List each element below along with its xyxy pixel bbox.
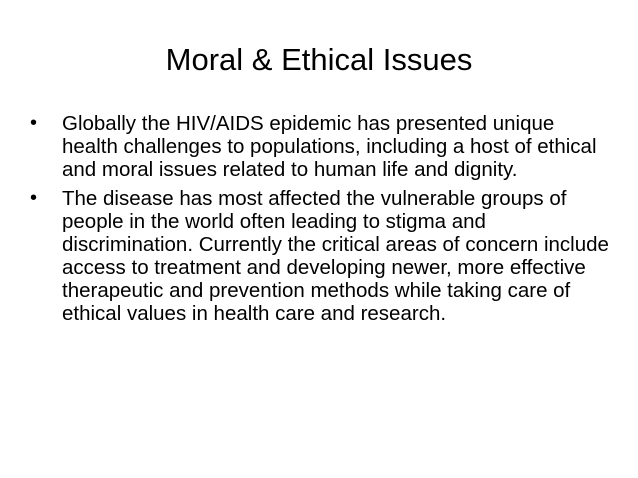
bullet-list — [30, 112, 610, 331]
bullet-item — [30, 112, 610, 181]
bullet-text: The disease has most affected the vulnerable groups of people in the world often leading to stigma and discrimination. Currently the critical areas of concern include access to treatment and developing newer, more effective therapeutic and prevention methods while taking care of ethical values in health care and research. — [62, 187, 609, 325]
bullet-icon: • — [30, 187, 38, 209]
bullet-text: Globally the HIV/AIDS epidemic has presented unique health challenges to populations, including a host of ethical and moral issues related to human life and dignity. — [62, 112, 597, 181]
slide-title: Moral & Ethical Issues — [165, 42, 473, 77]
bullet-item — [30, 187, 610, 325]
bullet-icon: • — [30, 112, 38, 134]
